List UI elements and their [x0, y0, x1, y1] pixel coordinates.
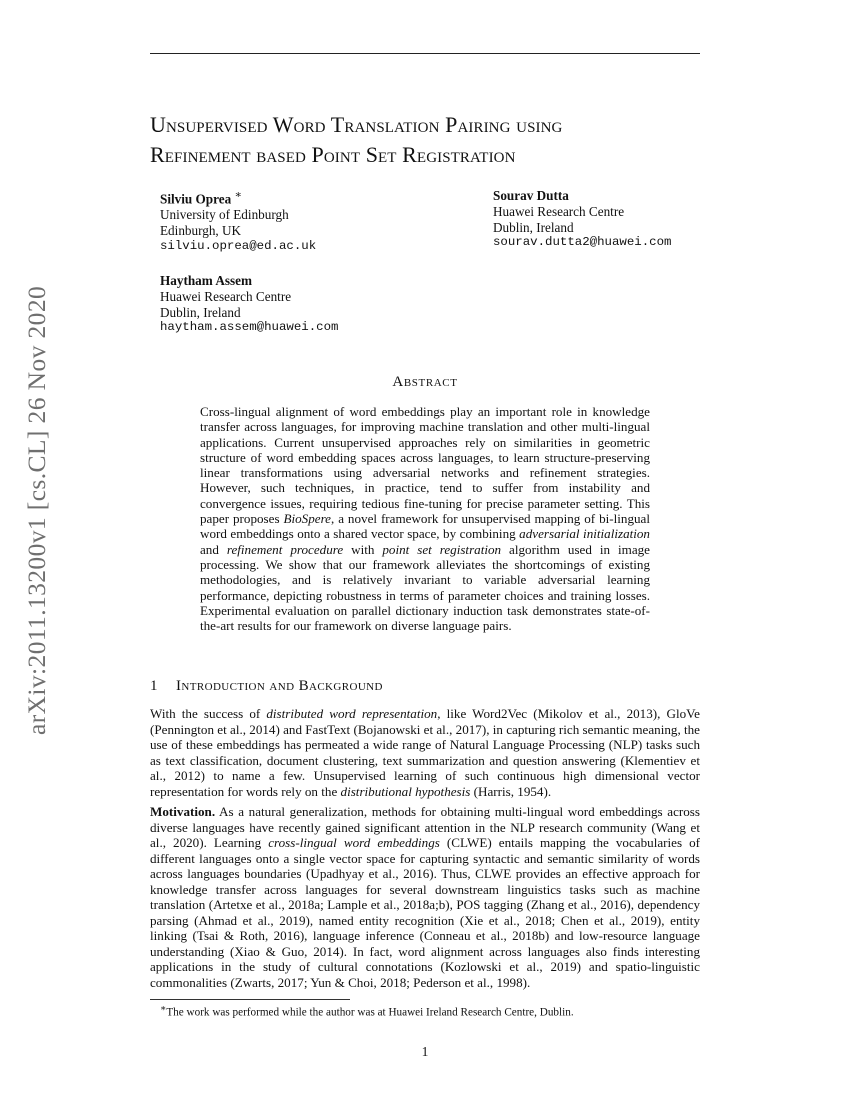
paragraph-text: (Harris, 1954).: [470, 783, 552, 799]
page-number: 1: [421, 1044, 429, 1059]
emphasis-term: cross-lingual word embeddings: [268, 835, 440, 850]
author-block-1: [160, 188, 316, 255]
author-affiliation: University of Edinburgh: [160, 207, 289, 223]
section-number: 1: [150, 678, 158, 694]
section-heading: [150, 678, 383, 695]
intro-paragraph: [150, 706, 700, 799]
abstract-text: algorithm used in image processing. We show that our framework alleviates the shortcomings of existing methodologies, and is relatively invariant to variable adversarial learning performance, depicting robustness in terms of parameter choices and training losses. Experimental evaluation on parallel dictionary induction task demonstrates state-of-the-art results for our framework on diverse language pairs.: [200, 541, 650, 634]
author-email: sourav.dutta2@huawei.com: [493, 235, 672, 250]
footnote-text: The work was performed while the author was at Huawei Ireland Research Centre, Dublin.: [166, 1006, 574, 1019]
emphasis-term: refinement procedure: [226, 541, 344, 557]
abstract-text: with: [343, 541, 383, 557]
abstract-text: and: [200, 541, 227, 557]
paragraph-text: (CLWE) entails mapping the vocabularies of different languages onto a single vector space for capturing syntactic and semantic similarity of words across languages boundaries (Upadhyay et al., 2016). Thus, CLWE provides an effective approach for knowledge transfer across languages for several downstream linguistics tasks such as machine translation (Artetxe et al., 2018a; Lample et al., 2018a;b), POS tagging (Zhang et al., 2016), dependency parsing (Ahmad et al., 2019), named entity recognition (Xie et al., 2018; Chen et al., 2019), entity linking (Tsai & Roth, 2016), language inference (Conneau et al., 2018b) and low-resource language understanding (Xiao & Guo, 2014). In fact, word alignment across languages also finds interesting applications in the study of cultural connotations (Kozlowski et al., 2019) and spatio-linguistic commonalities (Zwarts, 2017; Yun & Choi, 2018; Pederson et al., 1998).: [150, 835, 700, 990]
author-location: Dublin, Ireland: [160, 304, 241, 320]
footnote: [160, 1003, 574, 1019]
author-email: silviu.oprea@ed.ac.uk: [160, 238, 317, 253]
author-name: Haytham Assem: [160, 273, 252, 288]
motivation-paragraph: [150, 804, 700, 990]
arxiv-id-stamp: arXiv:2011.13200v1 [cs.CL] 26 Nov 2020: [22, 285, 51, 735]
paragraph-text: With the success of: [150, 706, 267, 721]
emphasis-term: distributed word representation: [266, 706, 438, 721]
author-name: Sourav Dutta: [493, 188, 569, 203]
emphasis-term: point set registration: [382, 541, 502, 557]
author-affiliation: Huawei Research Centre: [160, 288, 292, 304]
framework-name: BioSpere: [283, 511, 331, 527]
footnote-rule: [150, 999, 350, 1000]
emphasis-term: adversarial initialization: [519, 526, 650, 542]
author-affiliation: Huawei Research Centre: [493, 203, 625, 219]
abstract-heading: Abstract: [392, 374, 458, 390]
paragraph-text: As a natural generalization, methods for obtaining multi-lingual word embeddings across diverse languages have recently gained significant attention in the NLP research community (Wang et al., 2020). Learning: [150, 804, 700, 850]
paragraph-lead: Motivation.: [150, 804, 216, 819]
section-title: Introduction and Background: [176, 678, 383, 694]
title-line-2: Refinement based Point Set Registration: [150, 142, 516, 167]
paper-title: [150, 110, 710, 170]
author-email: haytham.assem@huawei.com: [160, 320, 339, 335]
author-footnote-mark: ∗: [234, 189, 242, 201]
author-block-3: [160, 273, 338, 336]
author-location: Dublin, Ireland: [493, 219, 574, 235]
abstract-text: Cross-lingual alignment of word embeddings play an important role in knowledge transfer across languages, for improving machine translation and other multi-lingual applications. Current unsupervised approaches rely on similarities in geometric structure of word embedding spaces across languages, to learn structure-preserving linear transformations using adversarial networks and refinement strategies. However, such techniques, in practice, tend to suffer from instability and convergence issues, requiring tedious fine-tuning for precise parameter setting. This paper proposes: [200, 404, 650, 527]
top-rule: [150, 53, 700, 54]
title-line-1: Unsupervised Word Translation Pairing using: [150, 112, 563, 137]
author-block-2: [493, 188, 671, 251]
abstract-body: [200, 404, 650, 633]
paragraph-text: , like Word2Vec (Mikolov et al., 2013), GloVe (Pennington et al., 2014) and FastText (Bojanowski et al., 2017), in capturing rich semantic meaning, the use of these embeddings has permeated a wide range of Natural Language Processing (NLP) tasks such as text classification, document clustering, text summarization and question answering (Klementiev et al., 2012) to name a few. Unsupervised learning of such continuous high dimensional vector representation for words rely on the: [150, 706, 700, 799]
footnote-mark: ∗: [160, 1004, 167, 1014]
author-location: Edinburgh, UK: [160, 222, 242, 238]
abstract-text: , a novel framework for unsupervised mapping of bi-lingual word embeddings onto a shared vector space, by combining: [200, 511, 650, 542]
author-name: Silviu Oprea: [160, 191, 232, 207]
emphasis-term: distributional hypothesis: [340, 783, 471, 799]
